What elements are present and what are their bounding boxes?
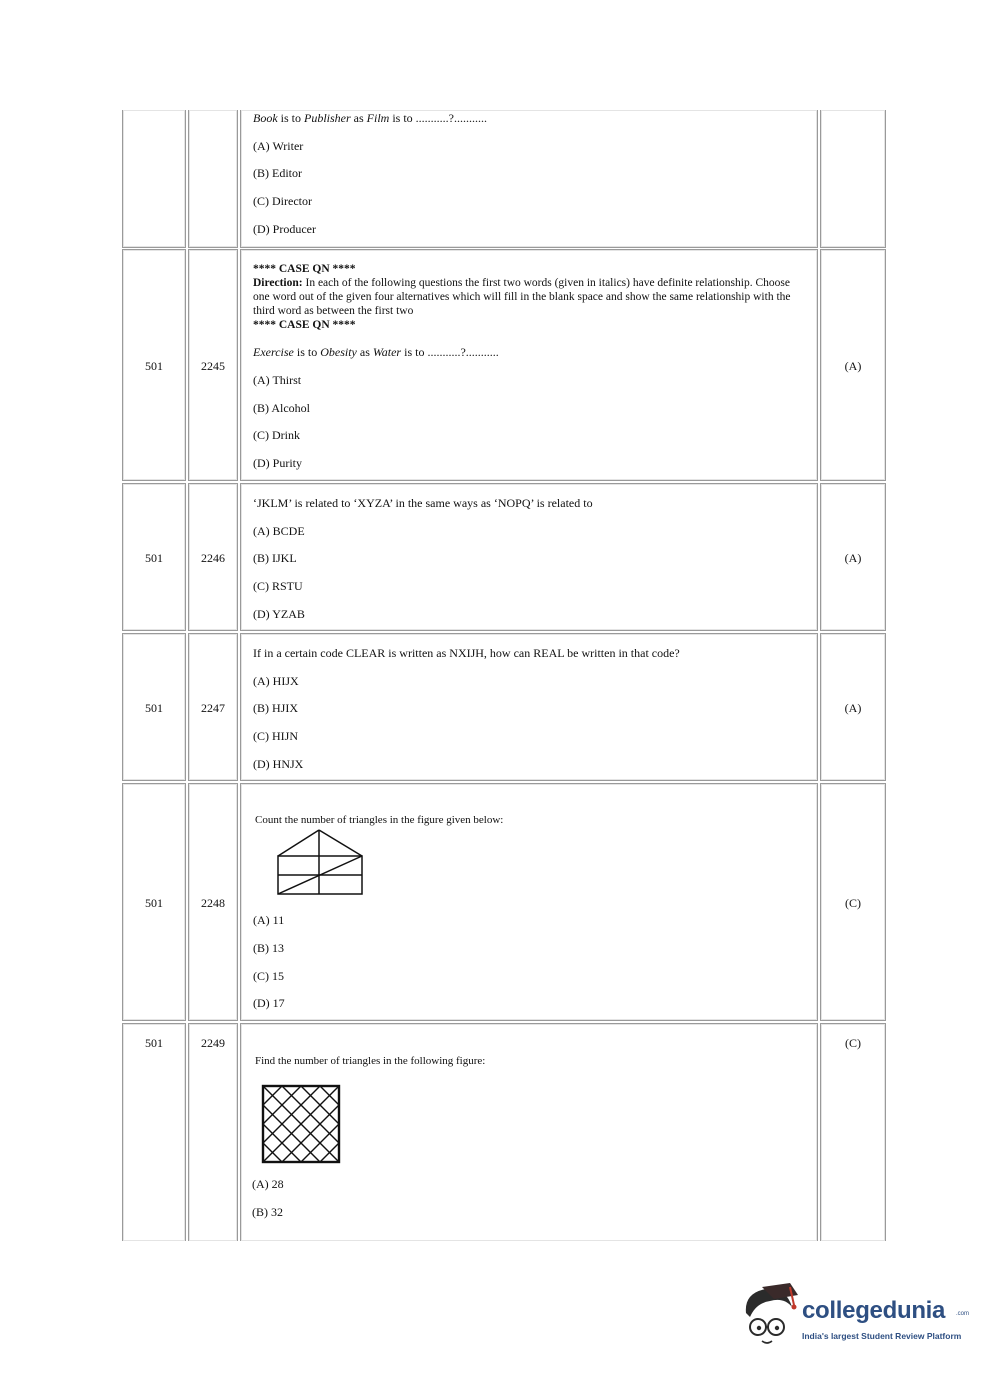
option: (B) Editor [253,166,302,180]
option: (A) Thirst [253,373,302,387]
triangle-house-figure [275,828,365,900]
paper-cell [122,110,186,248]
qno-cell [188,783,238,1021]
answer-text: (C) [845,1036,861,1050]
table-row [122,783,886,1021]
option: (B) HJIX [253,701,298,715]
mascot-icon [740,1283,800,1351]
option: (D) YZAB [253,607,305,621]
qno-cell [188,633,238,781]
answer-text: (A) [844,551,862,565]
question-number: 2248 [201,896,225,910]
case-direction [253,262,801,332]
question-text: Count the number of triangles in the figure given below: [255,814,504,826]
question-cell [240,483,818,631]
table-row [122,633,886,781]
question-number: 2245 [201,359,225,373]
question-cell [240,1023,818,1241]
grid-triangle-figure [261,1084,341,1164]
qno-cell [188,110,238,248]
option: (C) RSTU [253,579,303,593]
option: (A) HIJX [253,674,299,688]
question-cell [240,633,818,781]
option: (A) Writer [253,139,304,153]
paper-cell [122,483,186,631]
question-cell [240,249,818,481]
answer-cell [820,633,886,781]
question-number: 2247 [201,701,225,715]
answer-text: (A) [844,701,862,715]
paper-number: 501 [145,896,163,910]
case-marker-end: **** CASE QN **** [253,319,356,331]
option: (B) 13 [253,941,284,955]
option: (B) Alcohol [253,401,310,415]
question-number: 2246 [201,551,225,565]
paper-number: 501 [145,551,163,565]
paper-number: 501 [145,1036,163,1050]
question-text: Find the number of triangles in the following figure: [255,1055,486,1067]
option: (B) 32 [252,1205,283,1219]
question-number: 2249 [201,1036,225,1050]
direction-label: Direction: [253,277,303,289]
qno-cell [188,483,238,631]
option: (C) Drink [253,428,300,442]
paper-cell [122,249,186,481]
option: (A) BCDE [253,524,305,538]
option: (D) Purity [253,456,302,470]
brand-tagline: India's largest Student Review Platform [802,1331,962,1341]
paper-cell [122,783,186,1021]
answer-cell [820,483,886,631]
option: (A) 11 [253,913,285,927]
paper-number: 501 [145,359,163,373]
answer-text: (A) [844,359,862,373]
option: (D) Producer [253,222,316,236]
question-text: Book is to Publisher as Film is to ...........?........... [253,111,488,125]
answer-cell [820,1023,886,1241]
table-row [122,249,886,481]
option: (A) 28 [252,1177,284,1191]
collegedunia-logo [740,1283,970,1353]
option: (C) 15 [253,969,284,983]
paper-cell [122,1023,186,1241]
answer-cell [820,249,886,481]
paper-number: 501 [145,701,163,715]
question-cell [240,110,818,248]
table-row [122,483,886,631]
question-text: ‘JKLM’ is related to ‘XYZA’ in the same ways as ‘NOPQ’ is related to [253,496,593,510]
option: (D) HNJX [253,757,304,771]
question-text: If in a certain code CLEAR is written as NXIJH, how can REAL be written in that code? [253,646,680,660]
question-cell [240,783,818,1021]
option: (C) HIJN [253,729,298,743]
direction-text: In each of the following questions the first two words (given in italics) have definite relationship. Choose one word out of the given four alternatives which will fill in the blank space and show the same relationship with the third word as between the first two [253,277,791,317]
answer-text: (C) [845,896,861,910]
question-text: Exercise is to Obesity as Water is to ...........?........... [253,345,499,359]
option: (B) IJKL [253,551,297,565]
qno-cell [188,249,238,481]
answer-cell [820,110,886,248]
option: (C) Director [253,194,312,208]
option: (D) 17 [253,996,285,1010]
paper-cell [122,633,186,781]
qno-cell [188,1023,238,1241]
table-row [122,110,886,248]
table-row [122,1023,886,1241]
case-marker: **** CASE QN **** [253,263,356,275]
brand-name: collegedunia [802,1297,946,1324]
brand-suffix: .com [956,1311,970,1317]
answer-cell [820,783,886,1021]
